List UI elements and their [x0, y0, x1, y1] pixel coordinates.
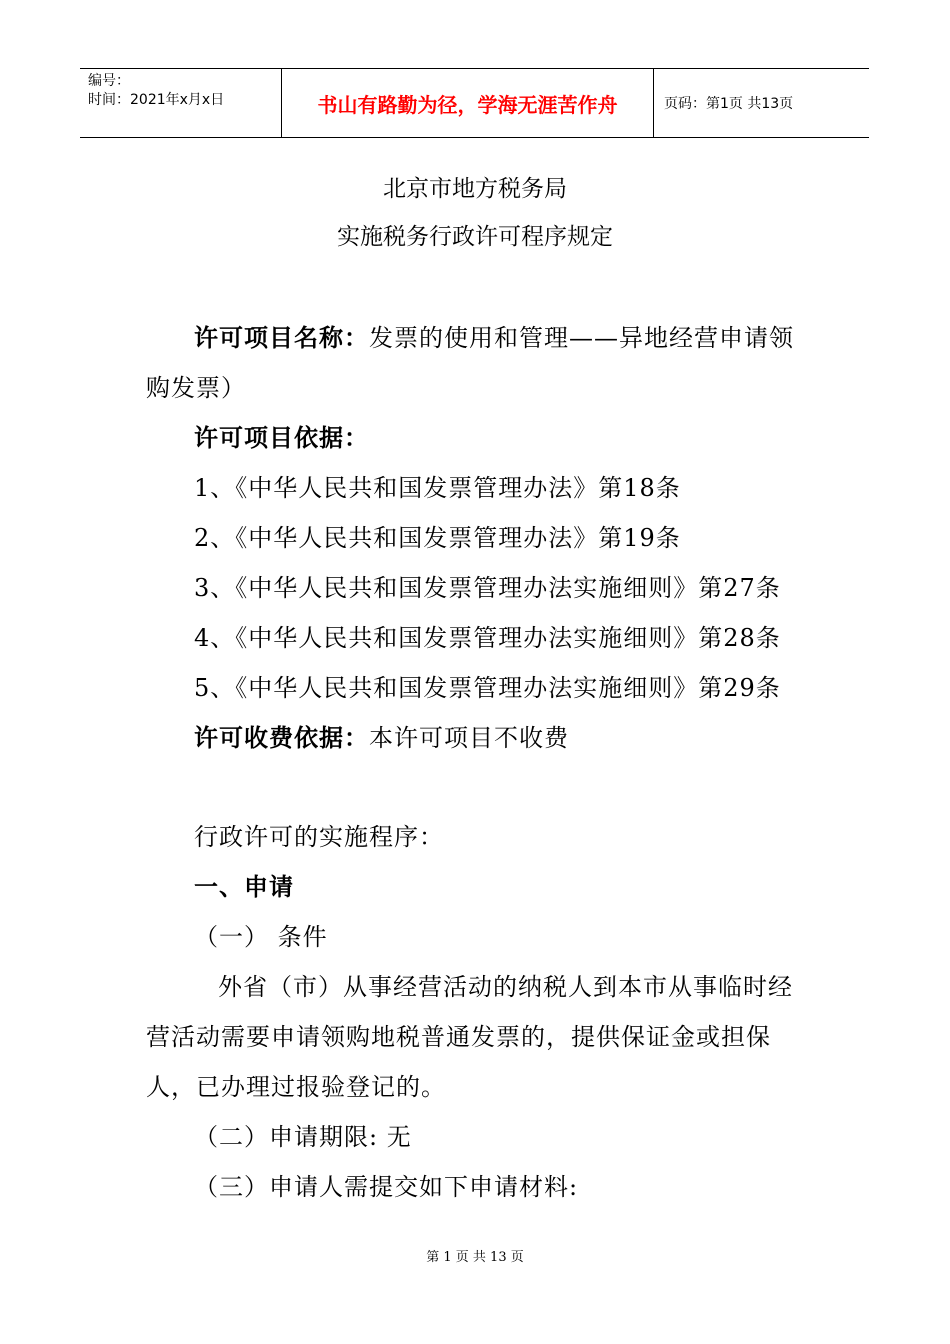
page-footer: 第 1 页 共 13 页: [426, 1250, 524, 1265]
item-name-line: [194, 318, 794, 353]
fee-label: 许可收费依据：: [194, 724, 369, 752]
subsection-heading: （三）申请人需提交如下申请材料:: [194, 1173, 579, 1201]
header-meta-cell: [80, 69, 281, 137]
doc-time-label: 时间：2021年x月x日: [88, 92, 225, 108]
document-title-line2: 实施税务行政许可程序规定: [337, 224, 613, 250]
item-name-value: 发票的使用和管理——异地经营申请领: [369, 324, 794, 352]
fee-value: 本许可项目不收费: [369, 724, 569, 752]
subsection-heading: （二）申请期限: 无: [194, 1123, 412, 1151]
item-name-continuation: 购发票）: [146, 374, 246, 402]
basis-item: 4、《中华人民共和国发票管理办法实施细则》第28条: [194, 624, 781, 652]
procedure-heading: 行政许可的实施程序：: [194, 823, 444, 851]
basis-label: 许可项目依据：: [194, 424, 369, 452]
paragraph-line: 营活动需要申请领购地税普通发票的，提供保证金或担保: [146, 1023, 771, 1051]
section-heading: 一、申请: [194, 873, 294, 901]
document-title-line1: 北京市地方税务局: [383, 176, 567, 202]
item-name-label: 许可项目名称：: [194, 324, 369, 352]
paragraph-line: 人，已办理过报验登记的。: [146, 1073, 446, 1101]
paragraph-line: 外省（市）从事经营活动的纳税人到本市从事临时经: [218, 973, 793, 1001]
basis-item: 1、《中华人民共和国发票管理办法》第18条: [194, 474, 681, 502]
basis-item: 3、《中华人民共和国发票管理办法实施细则》第27条: [194, 574, 781, 602]
doc-number-label: 编号：: [88, 73, 130, 89]
header-table: [80, 68, 869, 138]
header-page-info: 页码：第1页 共13页: [664, 96, 794, 112]
subsection-heading: （一） 条件: [194, 923, 328, 951]
fee-line: [194, 718, 569, 753]
basis-item: 2、《中华人民共和国发票管理办法》第19条: [194, 524, 681, 552]
header-motto: 书山有路勤为径，学海无涯苦作舟: [281, 69, 654, 137]
basis-item: 5、《中华人民共和国发票管理办法实施细则》第29条: [194, 674, 781, 702]
